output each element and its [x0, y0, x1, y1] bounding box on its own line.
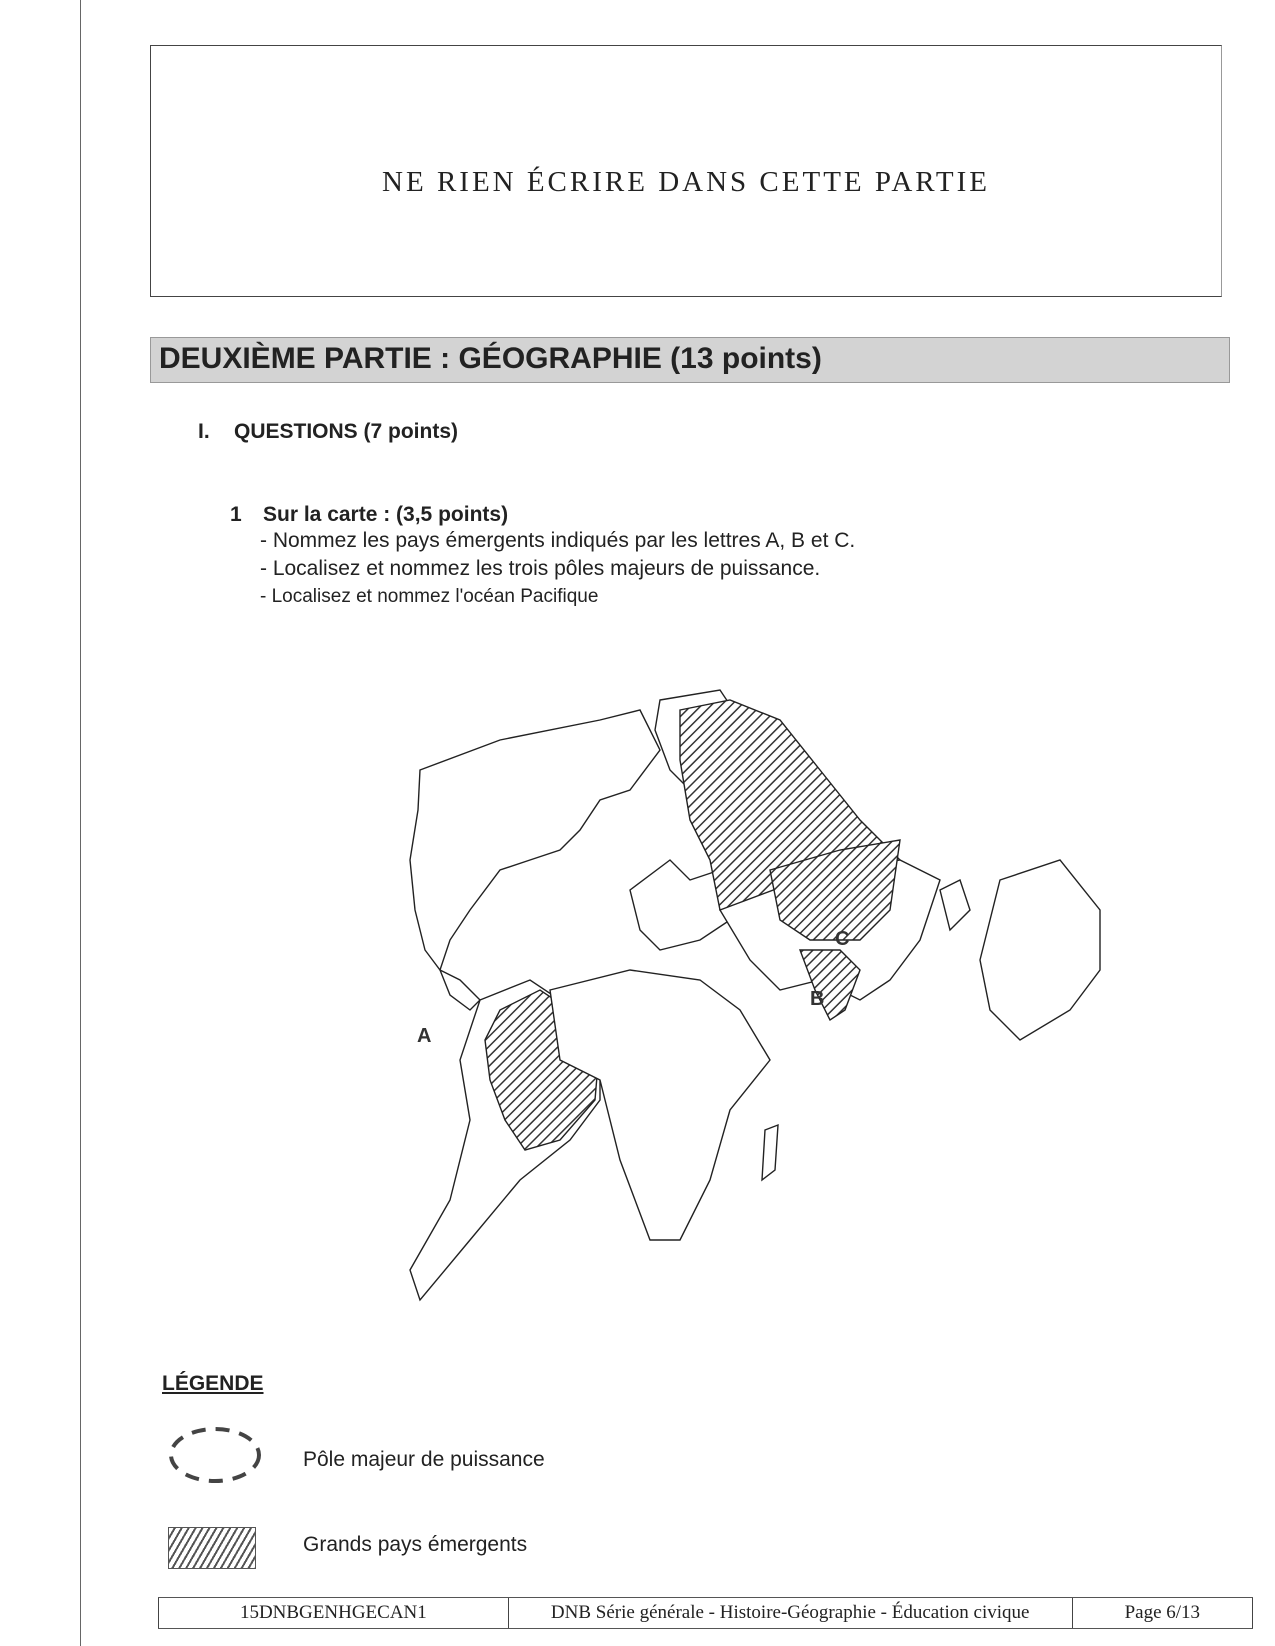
- north-america: [410, 710, 660, 970]
- australia: [980, 860, 1100, 1040]
- hatched-box-icon: [168, 1527, 256, 1569]
- questions-number: I.: [198, 420, 210, 443]
- legend-label-pole: Pôle majeur de puissance: [303, 1448, 545, 1471]
- section-banner: [150, 337, 1230, 383]
- question-item: - Localisez et nommez les trois pôles majeurs de puissance.: [260, 557, 821, 580]
- map-label-c: C: [835, 928, 850, 950]
- question-title: Sur la carte : (3,5 points): [263, 503, 509, 526]
- india: [800, 950, 860, 1020]
- dashed-ellipse-icon: [165, 1420, 275, 1490]
- section-title: DEUXIÈME PARTIE : GÉOGRAPHIE (13 points): [159, 342, 822, 375]
- questions-heading: [198, 420, 458, 444]
- question-number: 1: [230, 503, 242, 526]
- reserved-notice: NE RIEN ÉCRIRE DANS CETTE PARTIE: [382, 166, 990, 198]
- footer-subject: DNB Série générale - Histoire-Géographie - Éducation civique: [508, 1598, 1072, 1628]
- questions-title: QUESTIONS (7 points): [234, 420, 459, 443]
- margin-line: [80, 0, 81, 1646]
- map-label-b: B: [810, 988, 825, 1010]
- central-america: [440, 970, 480, 1010]
- japan: [940, 880, 970, 930]
- question-1: [230, 503, 855, 611]
- legend-label-emerging: Grands pays émergents: [303, 1533, 528, 1556]
- reserved-box: [150, 45, 1222, 297]
- world-map: [300, 680, 1180, 1320]
- map-label-a: A: [417, 1025, 432, 1047]
- madagascar: [762, 1125, 778, 1180]
- page-footer: [158, 1597, 1253, 1629]
- legend-title: LÉGENDE: [162, 1372, 264, 1395]
- footer-code: 15DNBGENHGECAN1: [158, 1598, 508, 1628]
- footer-page: Page 6/13: [1072, 1598, 1253, 1628]
- question-item: - Nommez les pays émergents indiqués par les lettres A, B et C.: [260, 529, 856, 552]
- question-item: - Localisez et nommez l'océan Pacifique: [260, 586, 599, 607]
